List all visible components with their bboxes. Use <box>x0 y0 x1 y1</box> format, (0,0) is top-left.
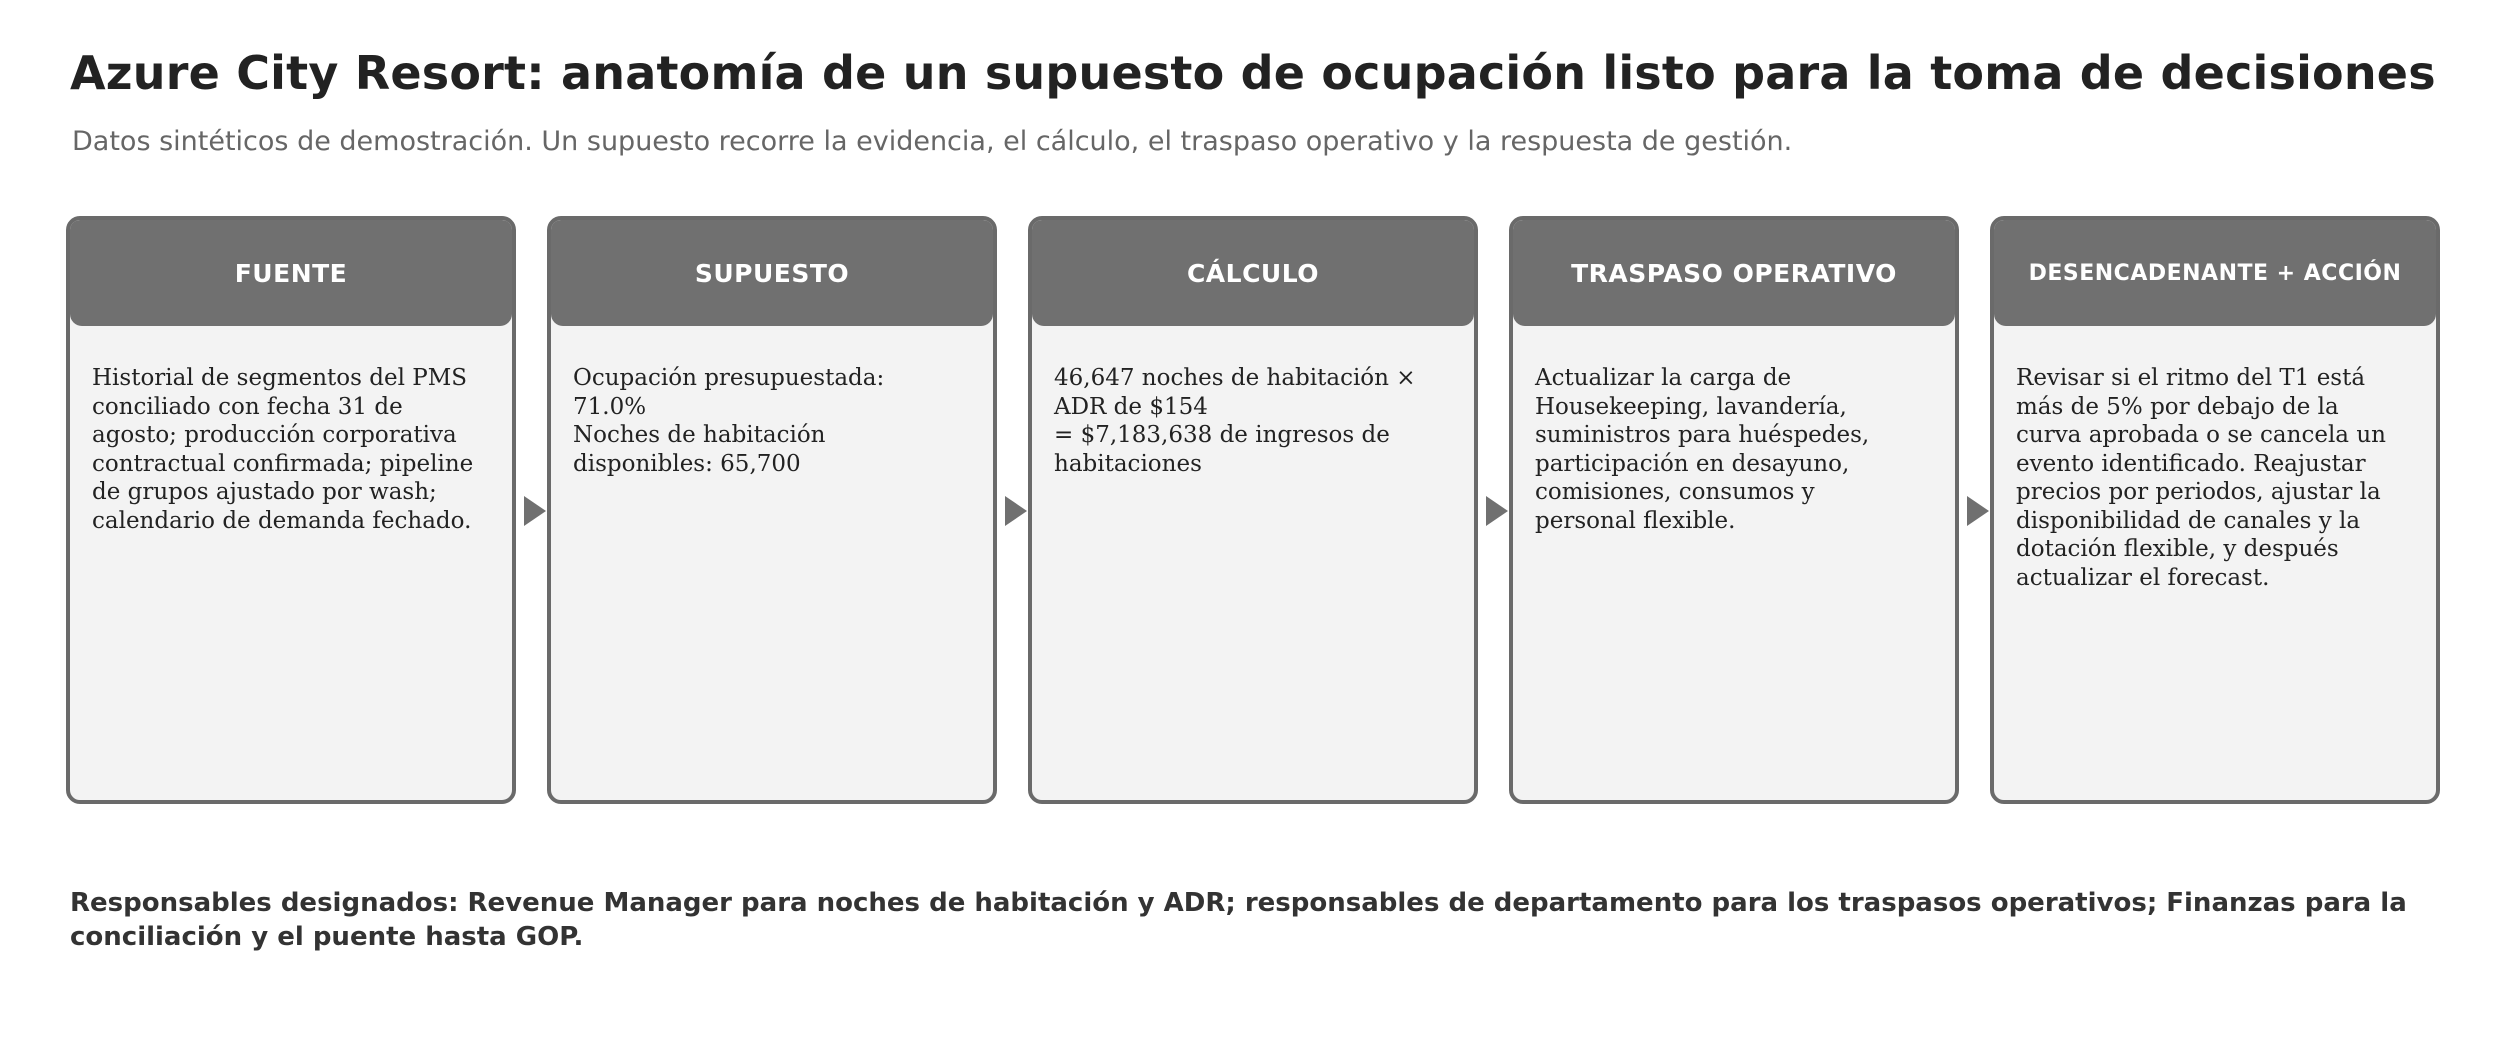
step-header-traspaso-operativo: TRASPASO OPERATIVO <box>1513 220 1955 326</box>
flow-arrow-4 <box>1967 496 1989 526</box>
flow-arrow-3 <box>1486 496 1508 526</box>
step-header-supuesto: SUPUESTO <box>551 220 993 326</box>
step-header-calculo: CÁLCULO <box>1032 220 1474 326</box>
page-title: Azure City Resort: anatomía de un supuesto de ocupación listo para la toma de decisiones <box>70 46 2436 100</box>
page-subtitle: Datos sintéticos de demostración. Un supuesto recorre la evidencia, el cálculo, el traspaso operativo y la respuesta de gestión. <box>72 126 1793 157</box>
step-card-fuente <box>66 216 516 804</box>
step-card-desencadenante-accion <box>1990 216 2440 804</box>
flow-arrow-1 <box>524 496 546 526</box>
step-card-supuesto <box>547 216 997 804</box>
step-body-traspaso-operativo: Actualizar la carga de Housekeeping, lavandería, suministros para huéspedes, participación en desayuno, comisiones, consumos y personal flexible. <box>1535 365 1870 534</box>
step-header-desencadenante-accion: DESENCADENANTE + ACCIÓN <box>1994 220 2436 326</box>
step-body-supuesto: Ocupación presupuestada: 71.0% Noches de habitación disponibles: 65,700 <box>573 365 885 477</box>
flow-arrow-2 <box>1005 496 1027 526</box>
step-body-fuente: Historial de segmentos del PMS conciliado con fecha 31 de agosto; producción corporativa contractual confirmada; pipeline de grupos ajustado por wash; calendario de demanda fechado. <box>92 365 474 534</box>
step-card-calculo <box>1028 216 1478 804</box>
step-body-calculo: 46,647 noches de habitación × ADR de $154 = $7,183,638 de ingresos de habitaciones <box>1054 365 1416 477</box>
step-body-desencadenante-accion: Revisar si el ritmo del T1 está más de 5% por debajo de la curva aprobada o se cancela un evento identificado. Reajustar precios por periodos, ajustar la disponibilidad de canales y la dotación flexible, y después actualizar el forecast. <box>2016 365 2386 591</box>
owners-footer: Responsables designados: Revenue Manager para noches de habitación y ADR; responsables de departamento para los traspasos operativos; Finanzas para la conciliación y el puente hasta GOP. <box>70 888 2407 952</box>
step-card-traspaso-operativo <box>1509 216 1959 804</box>
step-header-fuente: FUENTE <box>70 220 512 326</box>
